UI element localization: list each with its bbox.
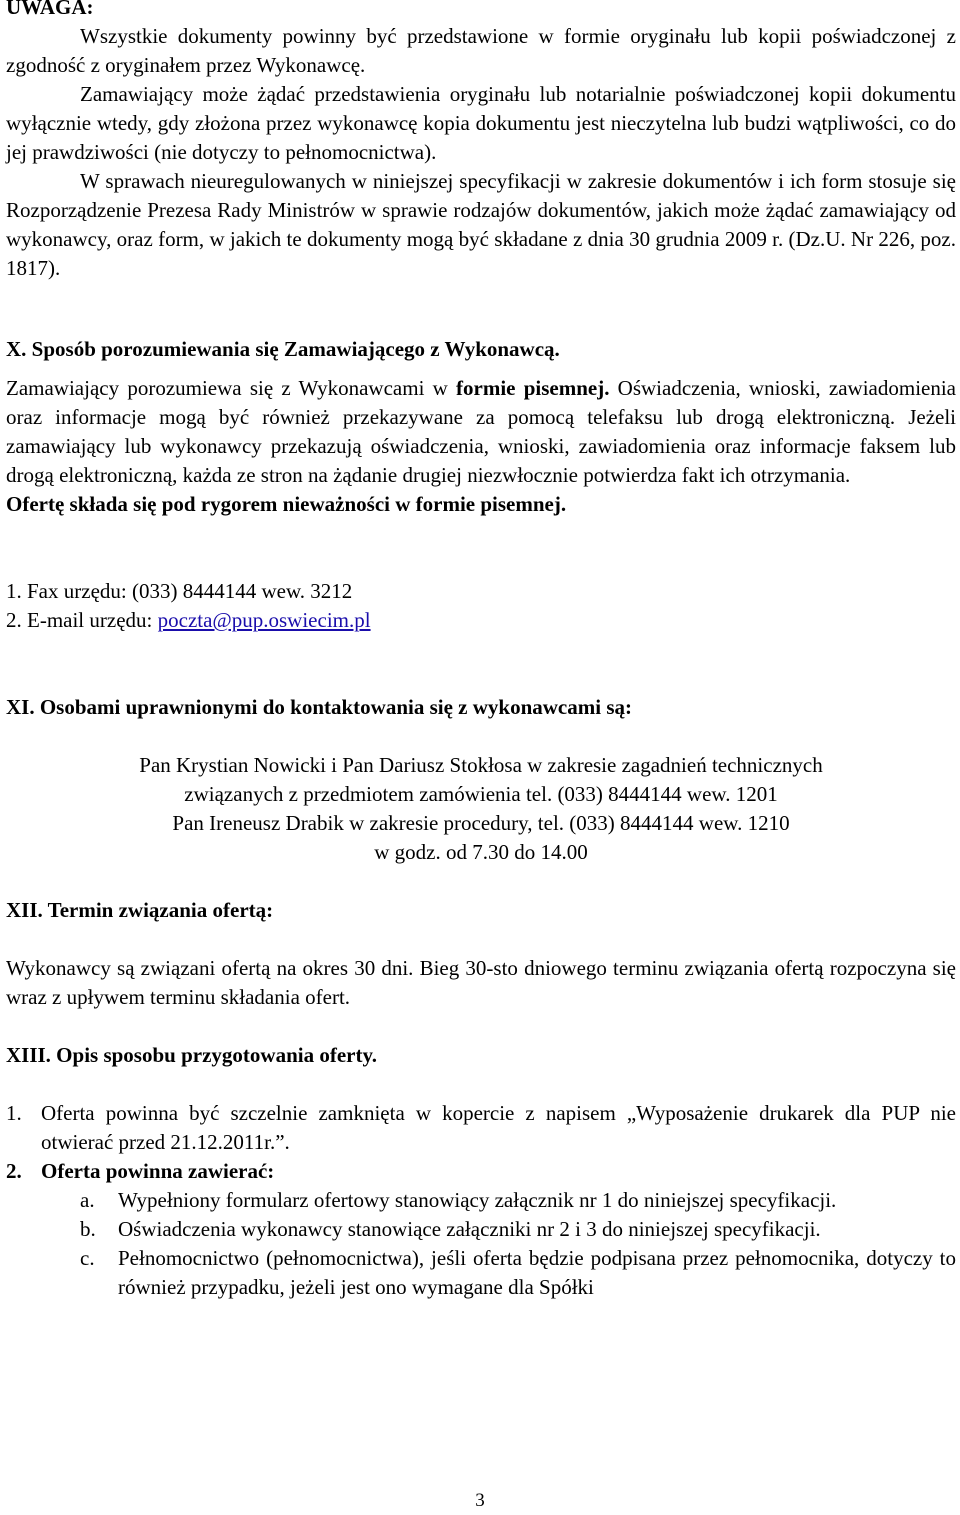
section-x-text-b: Oświadczenia, wnioski, zawiadomienia oraz informacje mogą być również przekazywane za pomocą telefaksu lub drogą elektroniczną. Jeżeli zamawiający lub wykonawcy przekazują oświadczenia, wnioski, zawiadomienia oraz informacje faksem lub drogą elektroniczną, każda ze stron na żądanie drugiej niezwłocznie potwierdza fakt ich otrzymania.	[6, 376, 957, 487]
sub-list-item-text: Pełnomocnictwo (pełnomocnictwa), jeśli oferta będzie podpisana przez pełnomocnika, dotyczy to również przypadku, jeżeli jest ono wymagane dla Spółki	[118, 1246, 956, 1299]
sub-list-item-letter: b.	[80, 1217, 96, 1241]
list-item	[6, 1157, 956, 1186]
uwaga-paragraph-3: W sprawach nieuregulowanych w niniejszej specyfikacji w zakresie dokumentów i ich form stosuje się Rozporządzenie Prezesa Rady Ministrów w sprawie rodzajów dokumentów, jakich może żądać zamawiający od wykonawcy, oraz form, w jakich te dokumenty mogą być składane z dnia 30 grudnia 2009 r. (Dz.U. Nr 226, poz. 1817).	[6, 169, 956, 280]
email-link[interactable]: poczta@pup.oswiecim.pl	[157, 608, 371, 632]
uwaga-paragraph-2: Zamawiający może żądać przedstawienia oryginału lub notarialnie poświadczonej kopii dokumentu wyłącznie wtedy, gdy złożona przez wykonawcę kopia dokumentu jest nieczytelna lub budzi wątpliwości, co do jej prawdziwości (nie dotyczy to pełnomocnictwa).	[6, 82, 956, 164]
sub-list-item-letter: c.	[80, 1246, 95, 1270]
section-x-text-a: Zamawiający porozumiewa się z Wykonawcami w	[6, 376, 457, 400]
sub-list-item	[80, 1244, 956, 1302]
contact-line-3: Pan Ireneusz Drabik w zakresie procedury, tel. (033) 8444144 wew. 1210	[172, 811, 790, 835]
list-item	[6, 1099, 956, 1157]
list-item-text: Oferta powinna być szczelnie zamknięta w kopercie z napisem „Wyposażenie drukarek dla PUP nie otwierać przed 21.12.2011r.”.	[41, 1101, 956, 1154]
email-label: 2. E-mail urzędu:	[6, 608, 158, 632]
section-x-paragraph-1	[6, 374, 956, 490]
sub-list-item-text: Oświadczenia wykonawcy stanowiące załączniki nr 2 i 3 do niniejszej specyfikacji.	[118, 1217, 821, 1241]
page-number: 3	[475, 1490, 485, 1511]
document-page	[6, 0, 956, 1302]
uwaga-paragraph-1: Wszystkie dokumenty powinny być przedstawione w formie oryginału lub kopii poświadczonej z zgodność z oryginałem przez Wykonawcę.	[6, 24, 956, 77]
contact-line-4: w godz. od 7.30 do 14.00	[374, 840, 588, 864]
sub-list-item-text: Wypełniony formularz ofertowy stanowiący załącznik nr 1 do niniejszej specyfikacji.	[118, 1188, 837, 1212]
section-xiii-heading: XIII. Opis sposobu przygotowania oferty.	[6, 1043, 378, 1067]
sub-list-item	[80, 1215, 956, 1244]
section-xii-paragraph: Wykonawcy są związani ofertą na okres 30 dni. Bieg 30-sto dniowego terminu związania ofertą rozpoczyna się wraz z upływem terminu składania ofert.	[6, 956, 956, 1009]
list-item-number: 1.	[6, 1101, 22, 1125]
fax-line: 1. Fax urzędu: (033) 8444144 wew. 3212	[6, 579, 353, 603]
section-x-bold-form: formie pisemnej.	[456, 376, 610, 400]
section-xi-heading: XI. Osobami uprawnionymi do kontaktowania się z wykonawcami są:	[6, 695, 633, 719]
sub-list-item	[80, 1186, 956, 1215]
section-x-rigor: Ofertę składa się pod rygorem nieważności w formie pisemnej.	[6, 492, 567, 516]
list-item-text: Oferta powinna zawierać:	[41, 1159, 275, 1183]
section-xii-heading: XII. Termin związania ofertą:	[6, 898, 274, 922]
section-x-heading: X. Sposób porozumiewania się Zamawiającego z Wykonawcą.	[6, 337, 560, 361]
sub-list-item-letter: a.	[80, 1188, 95, 1212]
contact-line-1: Pan Krystian Nowicki i Pan Dariusz Stokłosa w zakresie zagadnień technicznych	[139, 753, 823, 777]
email-line	[6, 606, 956, 635]
list-item-number: 2.	[6, 1159, 22, 1183]
contact-line-2: związanych z przedmiotem zamówienia tel. (033) 8444144 wew. 1201	[184, 782, 778, 806]
uwaga-title: UWAGA:	[6, 0, 94, 19]
